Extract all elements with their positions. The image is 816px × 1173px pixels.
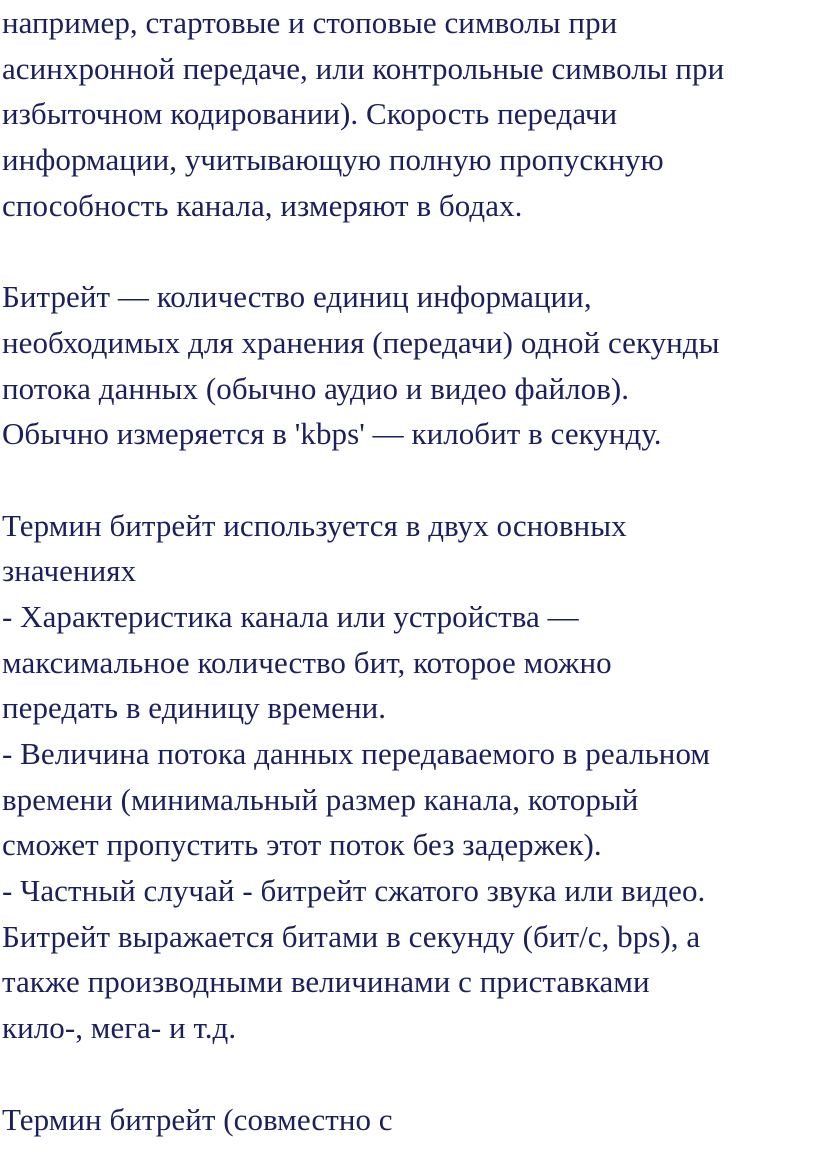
paragraph-gap <box>2 228 816 274</box>
paragraph-bitrate-definition <box>2 274 816 457</box>
text-line: потока данных (обычно аудио и видео файлов). <box>2 370 630 406</box>
document-page <box>2 0 816 1142</box>
text-line: способность канала, измеряют в бодах. <box>2 187 523 223</box>
text-line: максимальное количество бит, которое можно <box>2 644 612 680</box>
text-line: кило-, мега- и т.д. <box>2 1010 237 1046</box>
text-line: времени (минимальный размер канала, который <box>2 781 639 817</box>
text-line: информации, учитывающую полную пропускную <box>2 142 664 178</box>
text-line: избыточном кодировании). Скорость передачи <box>2 96 618 132</box>
paragraph-channel-capacity <box>2 0 816 228</box>
list-item: - Величина потока данных передаваемого в реальном <box>2 736 711 771</box>
paragraph-bitrate-continued <box>2 1097 816 1143</box>
text-line: асинхронной передаче, или контрольные символы при <box>2 50 725 86</box>
text-line: Термин битрейт используется в двух основных <box>2 507 627 543</box>
text-line: значениях <box>2 553 137 589</box>
text-line: Битрейт — количество единиц информации, <box>2 279 592 315</box>
paragraph-gap <box>2 1051 816 1097</box>
text-line: также производными величинами с приставками <box>2 964 650 1000</box>
text-line: передать в единицу времени. <box>2 690 387 726</box>
text-line: Термин битрейт (совместно с <box>2 1101 393 1137</box>
text-line: например, стартовые и стоповые символы при <box>2 5 618 40</box>
text-line: необходимых для хранения (передачи) одной секунды <box>2 324 720 360</box>
text-line: Битрейт выражается битами в секунду (бит/с, bps), а <box>2 918 701 954</box>
list-item: - Частный случай - битрейт сжатого звука или видео. <box>2 873 706 909</box>
paragraph-gap <box>2 457 816 503</box>
text-line: сможет пропустить этот поток без задержек). <box>2 827 602 863</box>
paragraph-bitrate-meanings <box>2 503 816 1051</box>
list-item: - Характеристика канала или устройства — <box>2 598 579 634</box>
text-line: Обычно измеряется в 'kbps' — килобит в секунду. <box>2 416 662 452</box>
